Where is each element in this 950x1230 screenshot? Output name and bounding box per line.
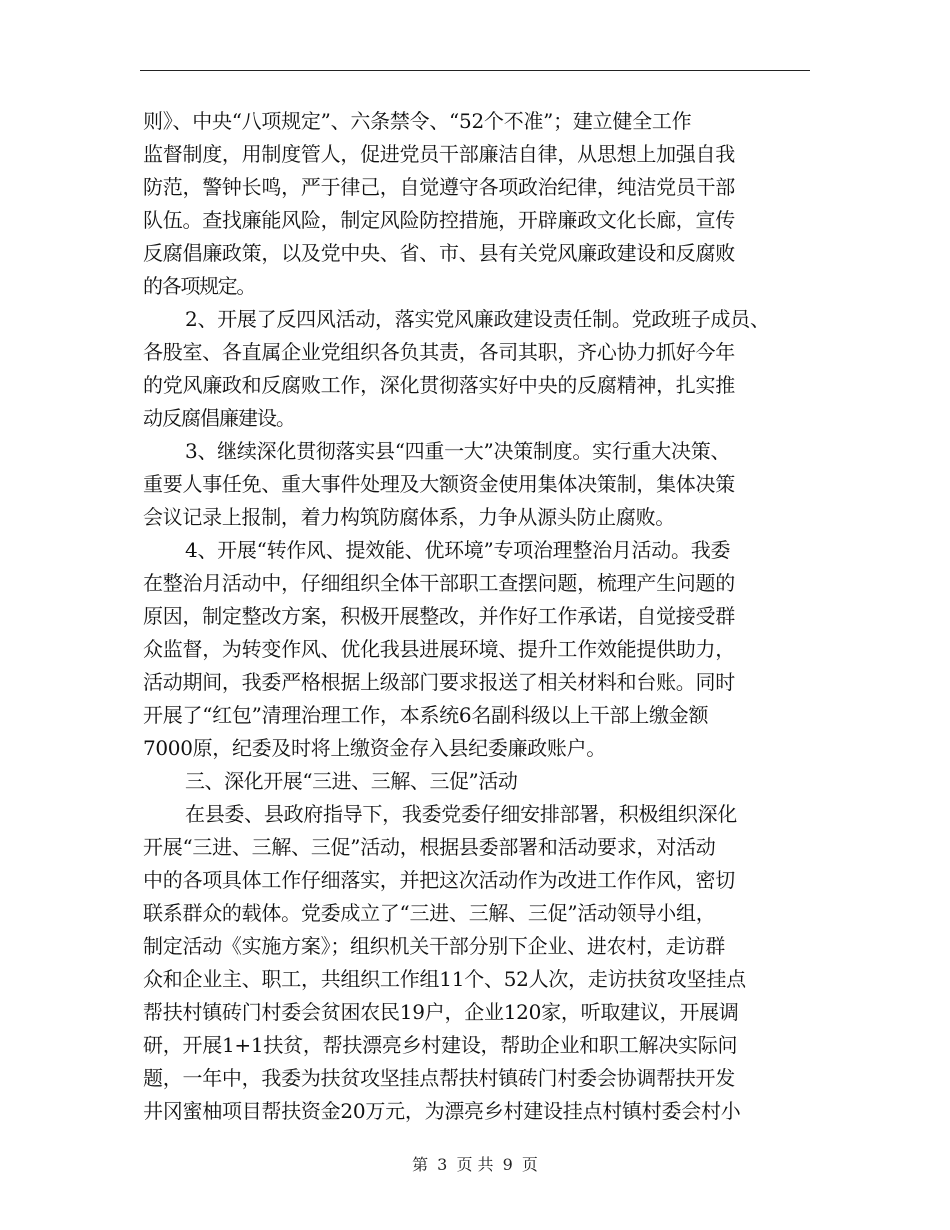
text-line: 监督制度，用制度管人，促进党员干部廉洁自律，从思想上加强自我 bbox=[143, 142, 735, 166]
footer-total-pages: 9 bbox=[502, 1155, 513, 1174]
text-line: 在县委、县政府指导下，我委党委仔细安排部署，积极组织深化 bbox=[185, 802, 737, 826]
text-line: 开展“三进、三解、三促”活动，根据县委部署和活动要求，对活动 bbox=[143, 835, 716, 859]
text-line: 众监督，为转变作风、优化我县进展环境、提升工作效能提供助力， bbox=[143, 637, 735, 661]
text-line: 联系群众的载体。党委成立了“三进、三解、三促”活动领导小组， bbox=[143, 901, 716, 925]
text-line: 重要人事任免、重大事件处理及大额资金使用集体决策制，集体决策 bbox=[143, 472, 735, 496]
text-line: 2、开展了反四风活动，落实党风廉政建设责任制。党政班子成员、 bbox=[185, 307, 770, 331]
text-line: 7000原，纪委及时将上缴资金存入县纪委廉政账户。 bbox=[143, 736, 606, 760]
text-line: 动反腐倡廉建设。 bbox=[143, 406, 295, 430]
footer-current-page: 3 bbox=[437, 1155, 448, 1174]
text-line: 研，开展1+1扶贫，帮扶漂亮乡村建设，帮助企业和职工解决实际问 bbox=[143, 1033, 738, 1057]
footer-suffix: 页 bbox=[521, 1155, 538, 1174]
text-line: 中的各项具体工作仔细落实，并把这次活动作为改进工作作风，密切 bbox=[143, 868, 735, 892]
text-line: 则》、中央“八项规定”、六条禁令、“52个不准”；建立健全工作 bbox=[143, 109, 692, 133]
text-line: 的党风廉政和反腐败工作，深化贯彻落实好中央的反腐精神，扎实推 bbox=[143, 373, 735, 397]
text-line: 在整治月活动中，仔细组织全体干部职工查摆问题，梳理产生问题的 bbox=[143, 571, 735, 595]
text-line: 众和企业主、职工，共组织工作组11个、52人次，走访扶贫攻坚挂点 bbox=[143, 967, 746, 991]
text-line: 队伍。查找廉能风险，制定风险防控措施，开辟廉政文化长廊，宣传 bbox=[143, 208, 735, 232]
text-line: 各股室、各直属企业党组织各负其责，各司其职，齐心协力抓好今年 bbox=[143, 340, 735, 364]
text-line: 的各项规定。 bbox=[143, 274, 255, 298]
footer-middle: 页 共 bbox=[456, 1155, 494, 1174]
text-line: 4、开展“转作风、提效能、优环境”专项治理整治月活动。我委 bbox=[185, 538, 731, 562]
text-line: 3、继续深化贯彻落实县“四重一大”决策制度。实行重大决策、 bbox=[185, 439, 731, 463]
text-line: 反腐倡廉政策，以及党中央、省、市、县有关党风廉政建设和反腐败 bbox=[143, 241, 735, 265]
text-line: 防范，警钟长鸣，严于律己，自觉遵守各项政治纪律，纯洁党员干部 bbox=[143, 175, 735, 199]
body-text bbox=[143, 105, 823, 1128]
text-line: 原因，制定整改方案，积极开展整改，并作好工作承诺，自觉接受群 bbox=[143, 604, 735, 628]
text-line: 题，一年中，我委为扶贫攻坚挂点帮扶村镇砖门村委会协调帮扶开发 bbox=[143, 1066, 735, 1090]
text-line: 井冈蜜柚项目帮扶资金20万元，为漂亮乡村建设挂点村镇村委会村小 bbox=[143, 1099, 741, 1123]
footer-prefix: 第 bbox=[412, 1155, 429, 1174]
text-line: 活动期间，我委严格根据上级部门要求报送了相关材料和台账。同时 bbox=[143, 670, 735, 694]
text-line: 三、深化开展“三进、三解、三促”活动 bbox=[185, 769, 518, 793]
page-footer bbox=[0, 1155, 950, 1175]
text-line: 开展了“红包”清理治理工作，本系统6名副科级以上干部上缴金额 bbox=[143, 703, 709, 727]
header-rule bbox=[140, 70, 810, 71]
text-line: 会议记录上报制，着力构筑防腐体系，力争从源头防止腐败。 bbox=[143, 505, 675, 529]
text-line: 制定活动《实施方案》；组织机关干部分别下企业、进农村，走访群 bbox=[143, 934, 725, 958]
text-line: 帮扶村镇砖门村委会贫困农民19户，企业120家，听取建议，开展调 bbox=[143, 1000, 739, 1024]
